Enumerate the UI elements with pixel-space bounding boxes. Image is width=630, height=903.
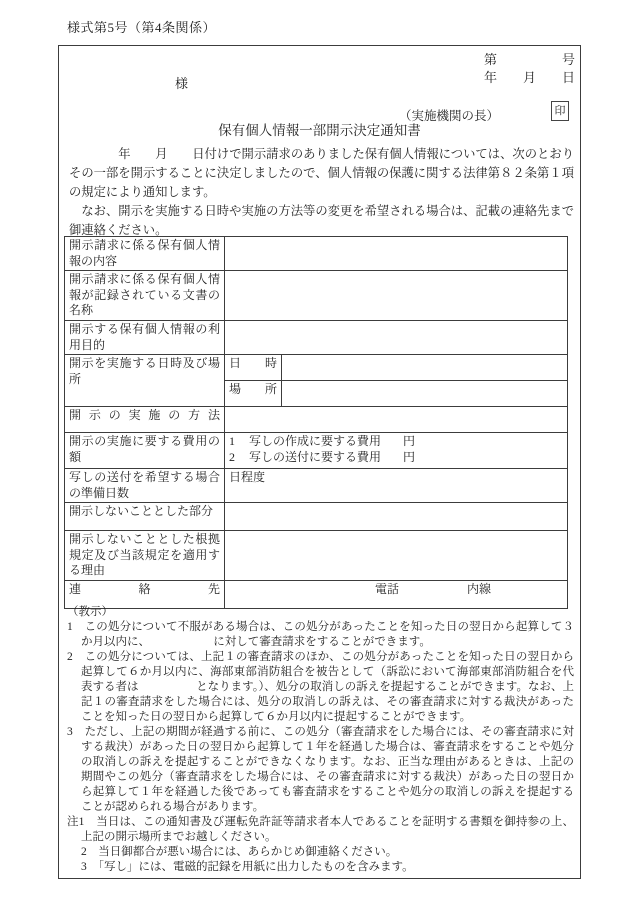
issue-date-line: 年 月 日 [483, 70, 575, 85]
note-item-2: 2 当日御都合が悪い場合には、あらかじめ御連絡ください。 [81, 846, 398, 858]
cell-prep-days-value: 日程度 [225, 469, 568, 503]
cell-document-name-label: 開示請求に係る保有個人情報が記録されている文書の名称 [65, 271, 225, 321]
cell-content-label: 開示請求に係る保有個人情報の内容 [65, 237, 225, 271]
cell-method-label: 開示の実施の方法 [65, 407, 225, 433]
table-row [65, 237, 568, 271]
table-row [65, 321, 568, 355]
table-row [65, 531, 568, 581]
cell-method-value [225, 407, 568, 433]
table-row [65, 580, 568, 608]
note-item-3: 3 「写し」には、電磁的記録を用紙に出力したものを含みます。 [81, 861, 414, 873]
disclosure-info-table [64, 236, 568, 609]
cell-nondisclosure-label: 開示しないこととした部分 [65, 503, 225, 531]
table-row [65, 503, 568, 531]
table-row [65, 469, 568, 503]
table-row [65, 271, 568, 321]
form-number-label: 様式第5号（第4条関係） [67, 20, 217, 35]
document-number-line: 第 号 [483, 52, 575, 67]
cell-place-value [282, 381, 568, 407]
cell-cost-value [225, 433, 568, 469]
cell-document-name-value [225, 271, 568, 321]
cell-nondisclosure-value [225, 503, 568, 531]
cell-prep-days-label: 写しの送付を希望する場合の準備日数 [65, 469, 225, 503]
cell-place-sublabel: 場 所 [225, 381, 282, 407]
table-row [65, 355, 568, 381]
appeal-instruction-item-1: 1 この処分について不服がある場合は、この処分があったことを知った日の翌日から起算して３か月以内に、 に対して審査請求をすることができます。 [67, 621, 574, 648]
notice-border-box [58, 45, 581, 879]
cost-item-1-unit: 円 [403, 434, 416, 448]
contact-extension-label: 内線 [467, 581, 492, 596]
seal-mark: 印 [551, 101, 569, 121]
contact-change-paragraph: なお、開示を実施する日時や実施の方法等の変更を希望される場合は、記載の連絡先まで御連絡ください。 [69, 204, 574, 237]
cell-purpose-value [225, 321, 568, 355]
notice-title: 保有個人情報一部開示決定通知書 [218, 123, 421, 138]
cost-item-1-text: 写しの作成に要する費用 [249, 434, 382, 448]
notice-body [69, 145, 574, 240]
table-row [65, 433, 568, 469]
cell-contact-value [225, 580, 568, 608]
note-item-1: 注1 当日は、この通知書及び運転免許証等請求者本人であることを証明する書類を御持参の上、上記の開示場所までお越しください。 [67, 816, 574, 843]
cell-cost-label: 開示の実施に要する費用の額 [65, 433, 225, 469]
cell-purpose-label: 開示する保有個人情報の利用目的 [65, 321, 225, 355]
cell-contact-label: 連絡先 [65, 580, 225, 608]
appeal-instructions-heading: （教示） [67, 606, 113, 618]
cell-datetime-place-label: 開示を実施する日時及び場所 [65, 355, 225, 407]
contact-line [229, 582, 563, 598]
issuer-label: （実施機関の長） [399, 109, 500, 123]
cost-item-1 [229, 434, 563, 450]
intro-paragraph: 年 月 日付けで開示請求のありました保有個人情報については、次のとおりその一部を開示することに決定しましたので、個人情報の保護に関する法律第８２条第１項の規定により通知します。 [69, 147, 574, 199]
table-row [65, 407, 568, 433]
cell-content-value [225, 237, 568, 271]
cell-datetime-value [282, 355, 568, 381]
cost-item-2-text: 写しの送付に要する費用 [249, 449, 382, 464]
cell-grounds-label: 開示しないこととした根拠規定及び当該規定を適用する理由 [65, 531, 225, 581]
cost-item-1-number: 1 [229, 434, 235, 448]
cost-item-2-number: 2 [229, 449, 235, 464]
contact-tel-label: 電話 [375, 581, 400, 596]
appeal-instructions-section [67, 605, 574, 875]
appeal-instruction-item-3: 3 ただし、上記の期間が経過する前に、この処分（審査請求をした場合には、その審査請求に対する裁決）があった日の翌日から起算して１年を経過した場合は、審査請求をすることや処分の取消しの訴えを提起することができなくなります。なお、正当な理由があるときは、上記の期間やこの処分（審査請求をした場合には、その審査請求に対する裁決）があった日の翌日から起算して１年を経過した後であっても審査請求をすることや処分の取消しの訴えを提起することが認められる場合があります。 [67, 726, 574, 813]
cell-datetime-sublabel: 日 時 [225, 355, 282, 381]
addressee-honorific: 様 [175, 76, 189, 91]
cell-grounds-value [225, 531, 568, 581]
appeal-instruction-item-2: 2 この処分については、上記１の審査請求のほか、この処分があったことを知った日の翌日から起算して６か月以内に、海部東部消防組合を被告として（訴訟において海部東部消防組合を代表する者は となります。）、処分の取消しの訴えを提起することができます。なお、上記１の審査請求をした場合には、処分の取消しの訴えは、その審査請求に対する裁決があったことを知った日の翌日から起算して６か月以内に提起することができます。 [67, 651, 574, 723]
cost-item-2-unit: 円 [403, 449, 416, 464]
cost-item-2 [229, 450, 563, 466]
